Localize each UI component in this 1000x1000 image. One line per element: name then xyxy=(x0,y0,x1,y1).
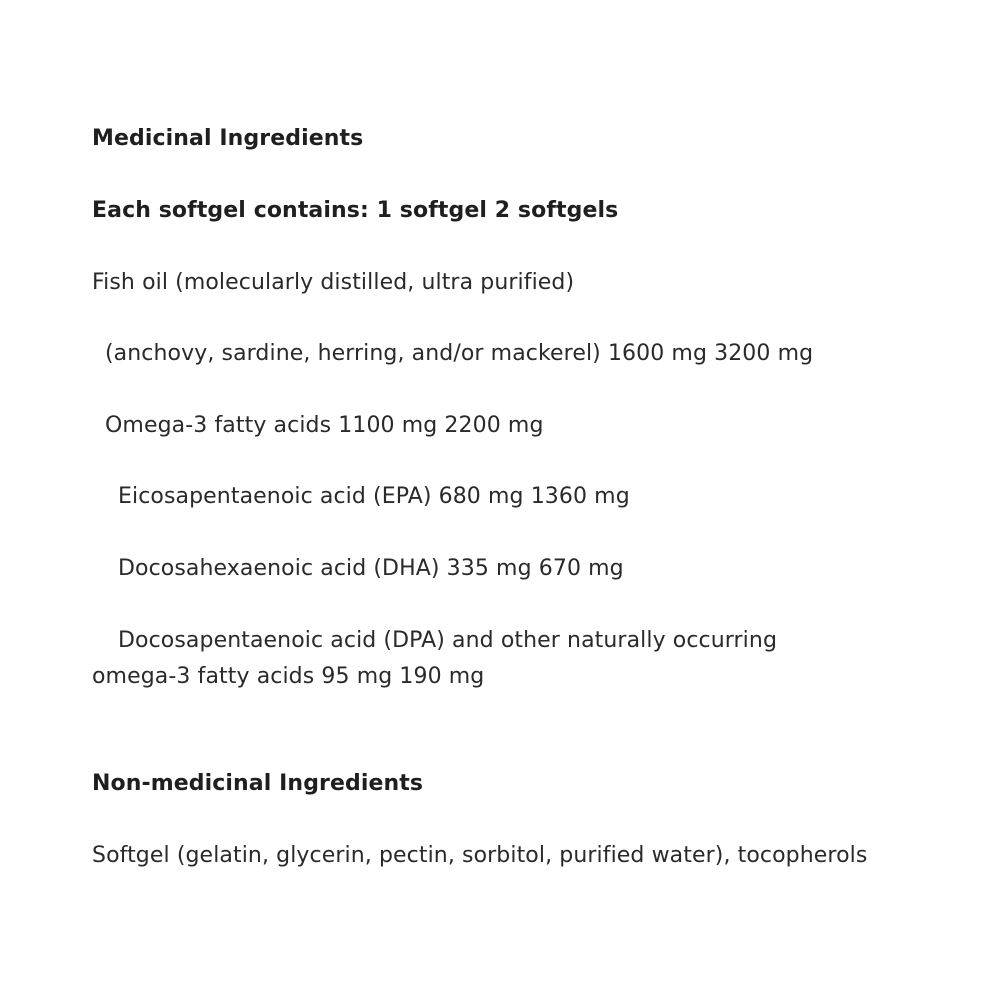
ingredient-epa: Eicosapentaenoic acid (EPA) 680 mg 1360 mg xyxy=(118,484,630,509)
ingredient-dpa-line-1: Docosapentaenoic acid (DPA) and other naturally occurring xyxy=(118,628,778,653)
ingredient-fish-oil: Fish oil (molecularly distilled, ultra purified) xyxy=(92,270,575,295)
ingredient-dpa-line-2: omega-3 fatty acids 95 mg 190 mg xyxy=(92,664,485,689)
ingredient-omega-3: Omega-3 fatty acids 1100 mg 2200 mg xyxy=(105,413,544,438)
non-medicinal-ingredients-heading: Non-medicinal Ingredients xyxy=(92,771,424,796)
ingredient-dha: Docosahexaenoic acid (DHA) 335 mg 670 mg xyxy=(118,556,624,581)
ingredient-fish-source: (anchovy, sardine, herring, and/or mackerel) 1600 mg 3200 mg xyxy=(105,341,814,366)
dosage-subheading: Each softgel contains: 1 softgel 2 softgels xyxy=(92,198,619,223)
medicinal-ingredients-heading: Medicinal Ingredients xyxy=(92,126,364,151)
non-medicinal-ingredients-text: Softgel (gelatin, glycerin, pectin, sorbitol, purified water), tocopherols xyxy=(92,843,868,868)
